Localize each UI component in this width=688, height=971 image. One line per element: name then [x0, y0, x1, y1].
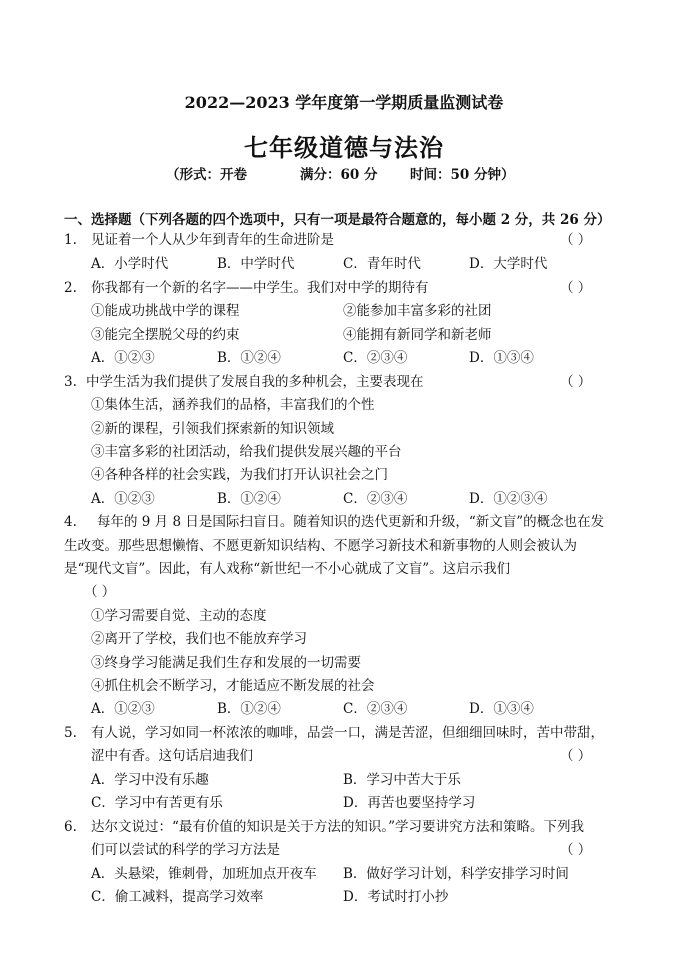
option-a[interactable]: A．①②③ — [91, 491, 155, 507]
exam-time: 时间：50 分钟） — [410, 167, 515, 183]
option-c[interactable]: C．青年时代 — [343, 256, 421, 272]
option-d[interactable]: D．大学时代 — [469, 256, 548, 272]
statement-item: ④各种各样的社会实践，为我们打开认识社会之门 — [91, 467, 388, 483]
question-number: 1. — [64, 232, 77, 248]
option-c[interactable]: C．②③④ — [343, 701, 408, 717]
option-b[interactable]: B．①②④ — [217, 701, 281, 717]
section-heading: 一、选择题（下列各题的四个选项中，只有一项是最符合题意的，每小题 2 分，共 26 分） — [64, 212, 611, 228]
option-c[interactable]: C．偷工减料，提高学习效率 — [91, 889, 264, 905]
option-a[interactable]: A．头悬梁，锥刺骨，加班加点开夜车 — [91, 866, 317, 882]
option-a[interactable]: A．小学时代 — [91, 256, 169, 272]
answer-bracket[interactable]: （ ） — [560, 374, 592, 390]
option-c[interactable]: C．②③④ — [343, 350, 408, 366]
option-b[interactable]: B．做好学习计划，科学安排学习时间 — [343, 866, 569, 882]
statement-item: ③终身学习能满足我们生存和发展的一切需要 — [91, 655, 361, 671]
statement-item: ②能参加丰富多彩的社团 — [343, 303, 492, 319]
answer-bracket[interactable]: （ ） — [560, 280, 592, 296]
exam-form: （形式：开卷 — [166, 167, 247, 183]
option-d[interactable]: D．①②③④ — [469, 491, 548, 507]
option-b[interactable]: B．①②④ — [217, 350, 281, 366]
question-stem: 们可以尝试的科学的学习方法是 — [91, 842, 280, 858]
option-b[interactable]: B．①②④ — [217, 491, 281, 507]
option-b[interactable]: B．中学时代 — [217, 256, 295, 272]
question-number: 3. — [64, 374, 77, 390]
question-stem: 有人说，学习如同一杯浓浓的咖啡，品尝一口，满是苦涩，但细细回味时，苦中带甜， — [91, 725, 604, 741]
answer-bracket[interactable]: （ ） — [560, 232, 592, 248]
question-stem: 达尔文说过：“最有价值的知识是关于方法的知识。”学习要讲究方法和策略。下列我 — [91, 819, 585, 835]
question-number: 6. — [64, 819, 77, 835]
question-stem: 你我都有一个新的名字——中学生。我们对中学的期待有 — [91, 280, 429, 296]
statement-item: ③丰富多彩的社团活动，给我们提供发展兴趣的平台 — [91, 444, 402, 460]
statement-item: ①学习需要自觉、主动的态度 — [91, 608, 267, 624]
option-d[interactable]: D．再苦也要坚持学习 — [343, 795, 476, 811]
statement-item: ②离开了学校，我们也不能放弃学习 — [91, 631, 307, 647]
statement-item: ①能成功挑战中学的课程 — [91, 303, 240, 319]
statement-item: ③能完全摆脱父母的约束 — [91, 327, 240, 343]
statement-item: ①集体生活，涵养我们的品格，丰富我们的个性 — [91, 397, 375, 413]
statement-item: ②新的课程，引领我们探索新的知识领域 — [91, 421, 334, 437]
question-stem: 中学生活为我们提供了发展自我的多种机会，主要表现在 — [86, 374, 424, 390]
exam-score: 满分：60 分 — [300, 167, 378, 183]
statement-item: ④抓住机会不断学习，才能适应不断发展的社会 — [91, 678, 375, 694]
option-a[interactable]: A．①②③ — [91, 350, 155, 366]
option-a[interactable]: A．学习中没有乐趣 — [91, 772, 209, 788]
option-c[interactable]: C．学习中有苦更有乐 — [91, 795, 223, 811]
option-d[interactable]: D．考试时打小抄 — [343, 889, 449, 905]
statement-item: ④能拥有新同学和新老师 — [343, 327, 492, 343]
exam-title: 2022—2023 学年度第一学期质量监测试卷 — [184, 93, 504, 112]
option-c[interactable]: C．②③④ — [343, 491, 408, 507]
question-stem: 是“现代文盲”。因此，有人戏称“新世纪一不小心就成了文盲”。这启示我们 — [64, 561, 511, 577]
answer-bracket[interactable]: （ ） — [560, 842, 592, 858]
option-b[interactable]: B．学习中苦大于乐 — [343, 772, 461, 788]
answer-bracket[interactable]: （ ） — [84, 584, 116, 600]
question-stem: 每年的 9 月 8 日是国际扫盲日。随着知识的迭代更新和升级，“新文盲”的概念也在发 — [97, 514, 605, 530]
question-stem: 见证着一个人从少年到青年的生命进阶是 — [91, 232, 334, 248]
question-stem: 生改变。那些思想懒惰、不愿更新知识结构、不愿学习新技术和新事物的人则会被认为 — [64, 538, 577, 554]
subject-title: 七年级道德与法治 — [244, 133, 444, 162]
option-a[interactable]: A．①②③ — [91, 701, 155, 717]
question-number: 5. — [64, 725, 77, 741]
answer-bracket[interactable]: （ ） — [560, 748, 592, 764]
question-stem: 涩中有香。这句话启迪我们 — [91, 748, 253, 764]
question-number: 2. — [64, 280, 77, 296]
question-number: 4. — [64, 514, 77, 530]
option-d[interactable]: D．①③④ — [469, 701, 534, 717]
option-d[interactable]: D．①③④ — [469, 350, 534, 366]
